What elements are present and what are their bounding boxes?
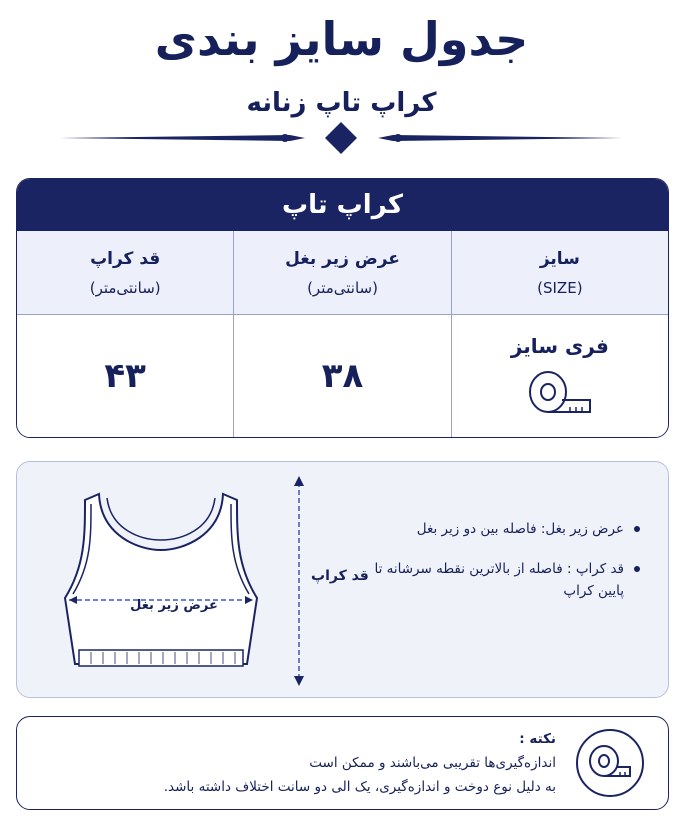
table-header-row [17,231,668,315]
table-heading: کراپ تاپ [17,179,668,231]
length-value-cell [17,315,233,437]
width-value-cell [233,315,450,437]
footnote-box [16,716,669,810]
footnote-line-2: به دلیل نوع دوخت و اندازه‌گیری، یک الی دو سانت اختلاف داشته باشد. [163,779,556,795]
measurement-notes [350,518,640,620]
footnote-title: نکته : [519,731,556,747]
footnote-icon-circle [576,729,644,797]
length-label: قد کراپ [311,568,369,584]
column-size-sub: (SIZE) [537,278,583,297]
column-length-label: قد کراپ [90,248,161,269]
column-length [17,231,233,314]
column-width-label: عرض زیر بغل [285,248,400,269]
ornament-divider [60,118,623,158]
column-size-label: سایز [539,248,580,269]
measuring-tape-icon [586,743,634,783]
page-subtitle: کراپ تاپ زنانه [246,88,437,118]
length-value: ۴۳ [104,356,146,396]
size-value-cell [451,315,668,437]
column-length-sub: (سانتی‌متر) [89,278,161,297]
note-width: عرض زیر بغل: فاصله بین دو زیر بغل [350,518,640,540]
page-title: جدول سایز بندی [154,12,529,66]
column-width-sub: (سانتی‌متر) [307,278,378,297]
footnote-line-1: اندازه‌گیری‌ها تقریبی می‌باشند و ممکن است [309,755,556,771]
footnote-text [136,727,556,799]
crop-top-diagram [61,476,261,686]
size-value: فری سایز [510,334,609,358]
size-table [16,178,669,438]
length-arrow [287,474,311,688]
table-row [17,315,668,437]
note-length: قد کراپ : فاصله از بالاترین نقطه سرشانه تا پایین کراپ [350,558,640,602]
column-width [233,231,450,314]
width-value: ۳۸ [321,356,364,396]
column-size [451,231,668,314]
width-label: عرض زیر بغل [130,598,218,613]
measurement-guide [16,461,669,698]
measuring-tape-icon [524,366,596,418]
